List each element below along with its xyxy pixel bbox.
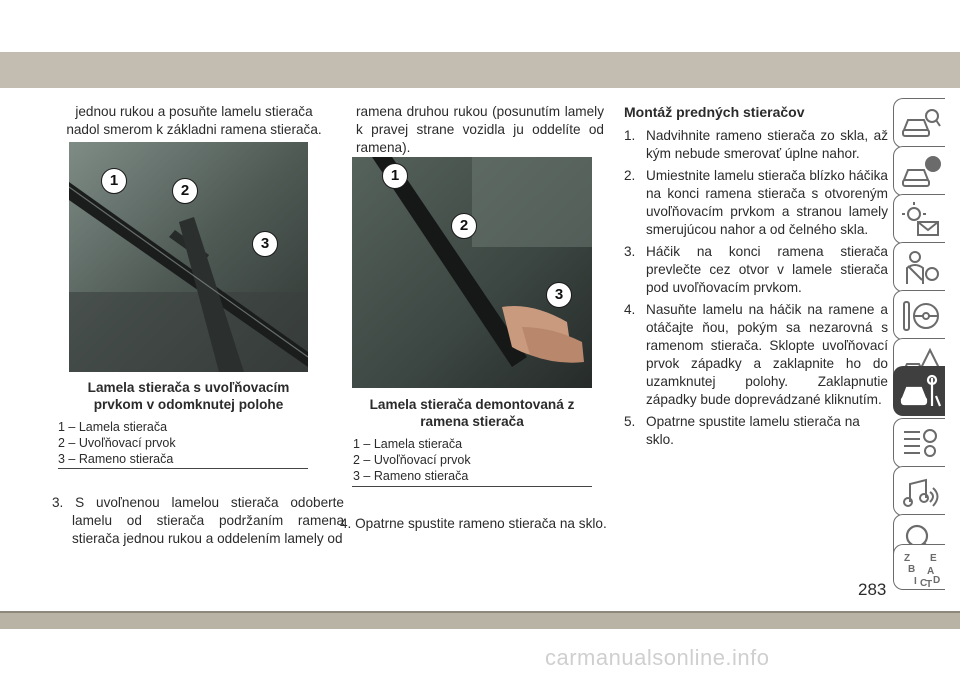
- svg-text:E: E: [930, 553, 937, 564]
- legend-item: 1 – Lamela stierača: [58, 420, 168, 434]
- col2-caption: Lamela stierača demontovaná z ramena stierača: [369, 397, 575, 429]
- tab-car-info[interactable]: [893, 146, 945, 196]
- steering-wheel-icon: [900, 296, 942, 336]
- col1-step3: 3. S uvoľnenou lamelou stierača odoberte lamelu od stierača podržaním ramena stierača jednou rukou a oddelením lamely od: [52, 495, 344, 546]
- divider: [352, 486, 592, 487]
- callout-3: 3: [252, 231, 278, 257]
- alphabet-index-icon: [900, 550, 942, 588]
- multimedia-icon: [900, 472, 942, 512]
- svg-text:B: B: [908, 564, 916, 575]
- legend-item: 1 – Lamela stierača: [353, 437, 463, 451]
- legend-item: 3 – Rameno stierača: [58, 452, 174, 466]
- col2-intro-text: ramena druhou rukou (posunutím lamely k pravej strane vozidla ju oddelíte od ramena).: [356, 104, 604, 155]
- list-item: 4. Nasuňte lamelu na háčik na ramene a otáčajte ňou, pokým sa nezarovná s ramenom stierača. Sklopte uvoľňovací prvok západky a zaklapnite ho do uzamknutej polohy. Zaklapnutie západky bude doprevádzané kliknutím.: [624, 302, 888, 407]
- photo-wiper-removed: [352, 157, 592, 388]
- light-envelope-icon: [900, 200, 942, 240]
- callout-1: 1: [382, 163, 408, 189]
- car-info-icon: [900, 152, 942, 192]
- callout-3: 3: [546, 282, 572, 308]
- legend-item: 2 – Uvoľňovací prvok: [353, 453, 471, 467]
- svg-text:A: A: [927, 566, 935, 577]
- list-item: 2. Umiestnite lamelu stierača blízko háčika na konci ramena stierača s otvoreným uvoľňovacím prvkom a stranou lamely smerujúcou nahor a od čelného skla.: [624, 168, 888, 237]
- legend-item: 3 – Rameno stierača: [353, 469, 469, 483]
- svg-text:I: I: [914, 576, 917, 587]
- page-number: 283: [858, 580, 887, 599]
- col2-step4: 4. Opatrne spustite rameno stierača na sklo.: [340, 516, 607, 531]
- list-item: 1. Nadvihnite rameno stierača zo skla, až kým nebude smerovať úplne nahor.: [624, 128, 888, 161]
- tab-safety[interactable]: [893, 242, 945, 292]
- callout-1: 1: [101, 168, 127, 194]
- col1-intro-text: jednou rukou a posuňte lamelu stierača nadol smerom k základni ramena stierača.: [66, 104, 322, 137]
- col3: [624, 103, 888, 453]
- section-heading: Montáž predných stieračov: [624, 104, 805, 120]
- col1-caption: Lamela stierača s uvoľňovacím prvkom v odomknutej polohe: [87, 380, 290, 412]
- legend-item: 2 – Uvoľňovací prvok: [58, 436, 176, 450]
- tab-servicing[interactable]: [893, 366, 945, 416]
- car-magnifier-icon: [900, 104, 942, 144]
- svg-text:T: T: [926, 579, 933, 588]
- svg-text:Z: Z: [904, 553, 911, 564]
- svg-text:C: C: [920, 578, 928, 588]
- photo-wiper-unlocked: [69, 142, 308, 372]
- tab-car-search[interactable]: [893, 98, 945, 148]
- tab-specifications[interactable]: [893, 418, 945, 468]
- callout-2: 2: [451, 213, 477, 239]
- col2-legend: [353, 436, 471, 484]
- col1-legend: [58, 419, 176, 467]
- watermark: carmanualsonline.info: [545, 645, 770, 670]
- tab-index[interactable]: [893, 544, 945, 590]
- callout-2: 2: [172, 178, 198, 204]
- list-item: 3. Háčik na konci ramena stierača prevlečte cez otvor v lamele stierača pod uvoľňovacím prvkom.: [624, 244, 888, 295]
- header-band: [0, 52, 960, 88]
- tab-lights-message[interactable]: [893, 194, 945, 244]
- tab-multimedia[interactable]: [893, 466, 945, 516]
- divider: [58, 468, 308, 469]
- car-wrench-icon: [900, 372, 942, 412]
- spec-list-gear-icon: [900, 424, 942, 464]
- footer-band: [0, 611, 960, 629]
- seatbelt-person-icon: [900, 248, 942, 288]
- list-item: 5. Opatrne spustite lamelu stierača na sklo.: [624, 414, 860, 447]
- svg-text:D: D: [933, 575, 941, 586]
- tab-driving[interactable]: [893, 290, 945, 340]
